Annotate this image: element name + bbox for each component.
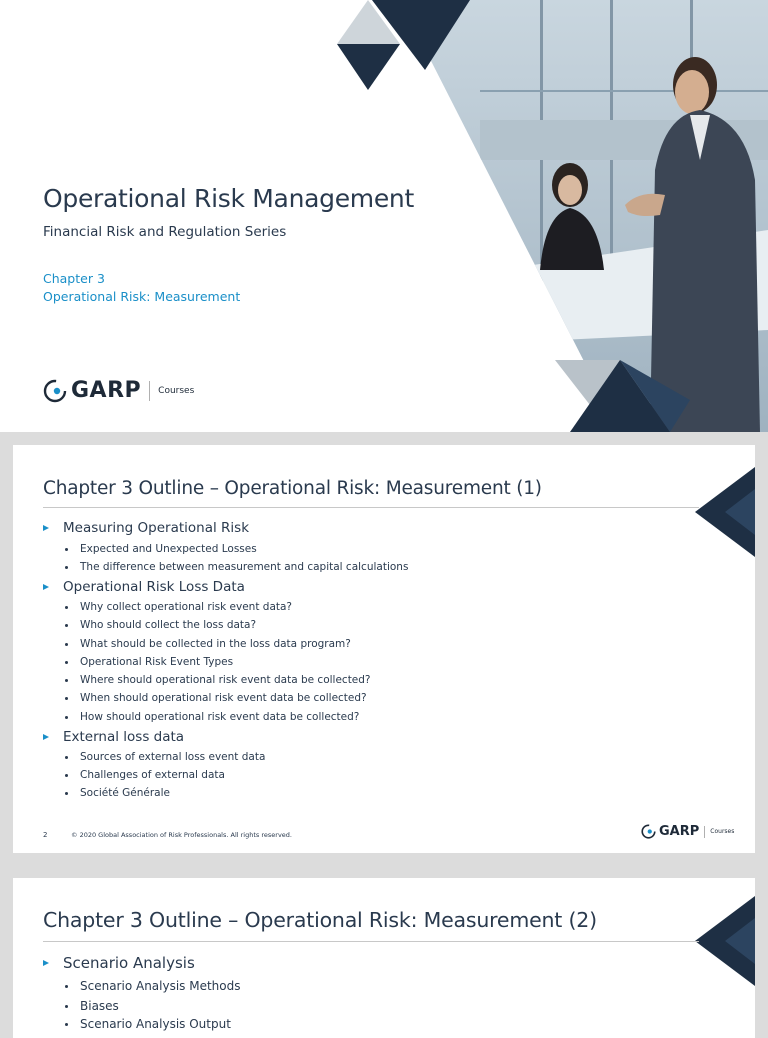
- page-number: 2: [43, 831, 48, 839]
- garp-logo: [43, 378, 194, 403]
- logo-divider: [149, 381, 150, 401]
- presentation-title: Operational Risk Management: [43, 184, 414, 213]
- section-heading: Scenario Analysis: [63, 954, 195, 972]
- item-text: Sources of external loss event data: [80, 751, 266, 763]
- outline-section: [43, 729, 184, 745]
- bullet-dot-icon: [65, 792, 68, 795]
- chapter-title: Operational Risk: Measurement: [43, 289, 241, 304]
- outline-item: [65, 787, 170, 799]
- section-heading: External loss data: [63, 729, 185, 745]
- outline-item: [65, 711, 359, 723]
- outline-item: [65, 692, 367, 704]
- bullet-dot-icon: [65, 624, 68, 627]
- bullet-dot-icon: [65, 697, 68, 700]
- slide-corner-triangles: [695, 896, 755, 986]
- outline-item: [65, 1017, 231, 1031]
- outline-item: [65, 638, 351, 650]
- item-text: Société Générale: [80, 787, 170, 799]
- arrow-bullet-icon: [43, 584, 49, 590]
- slide-title: Chapter 3 Outline – Operational Risk: Measurement (2): [43, 908, 597, 932]
- bullet-dot-icon: [65, 1023, 68, 1026]
- bullet-dot-icon: [65, 716, 68, 719]
- arrow-bullet-icon: [43, 960, 49, 966]
- item-text: Scenario Analysis Output: [80, 1017, 231, 1031]
- outline-item: [65, 601, 292, 613]
- title-divider: [43, 507, 699, 508]
- office-photo-collage: [0, 0, 768, 432]
- logo-divider: [704, 826, 705, 838]
- slide-title: Chapter 3 Outline – Operational Risk: Measurement (1): [43, 478, 542, 499]
- item-text: How should operational risk event data be collected?: [80, 711, 360, 723]
- bullet-dot-icon: [65, 985, 68, 988]
- section-heading: Operational Risk Loss Data: [63, 579, 245, 595]
- outline-item: [65, 619, 256, 631]
- outline-section: [43, 520, 249, 536]
- arrow-bullet-icon: [43, 525, 49, 531]
- bullet-dot-icon: [65, 643, 68, 646]
- outline-item: [65, 561, 408, 573]
- outline-item: [65, 751, 265, 763]
- item-text: What should be collected in the loss data program?: [80, 638, 351, 650]
- garp-logo-text: GARP: [659, 824, 700, 839]
- item-text: Where should operational risk event data be collected?: [80, 674, 371, 686]
- slide-corner-triangles: [695, 467, 755, 557]
- item-text: The difference between measurement and capital calculations: [80, 561, 409, 573]
- copyright-notice: © 2020 Global Association of Risk Professionals. All rights reserved.: [71, 831, 292, 839]
- garp-logo-text: GARP: [71, 378, 142, 403]
- item-text: Operational Risk Event Types: [80, 656, 234, 668]
- garp-logo-icon: [43, 379, 67, 403]
- arrow-bullet-icon: [43, 734, 49, 740]
- bullet-dot-icon: [65, 1005, 68, 1008]
- outline-section: [43, 954, 195, 972]
- outline-item: [65, 543, 257, 555]
- section-heading: Measuring Operational Risk: [63, 520, 250, 536]
- bullet-dot-icon: [65, 548, 68, 551]
- garp-logo-icon: [641, 824, 656, 839]
- logo-courses-label: Courses: [158, 385, 195, 396]
- series-subtitle: Financial Risk and Regulation Series: [43, 224, 287, 240]
- bullet-dot-icon: [65, 756, 68, 759]
- item-text: Why collect operational risk event data?: [80, 601, 292, 613]
- item-text: Expected and Unexpected Losses: [80, 543, 257, 555]
- bullet-dot-icon: [65, 566, 68, 569]
- bullet-dot-icon: [65, 661, 68, 664]
- outline-item: [65, 999, 119, 1013]
- bullet-dot-icon: [65, 679, 68, 682]
- chapter-number: Chapter 3: [43, 271, 105, 286]
- title-slide: [0, 0, 768, 432]
- bullet-dot-icon: [65, 606, 68, 609]
- item-text: Scenario Analysis Methods: [80, 979, 241, 993]
- logo-courses-label: Courses: [710, 828, 735, 835]
- bullet-dot-icon: [65, 774, 68, 777]
- item-text: When should operational risk event data be collected?: [80, 692, 367, 704]
- outline-section: [43, 579, 245, 595]
- item-text: Biases: [80, 999, 119, 1013]
- item-text: Challenges of external data: [80, 769, 225, 781]
- outline-item: [65, 979, 241, 993]
- outline-item: [65, 656, 233, 668]
- title-divider: [43, 941, 699, 942]
- outline-item: [65, 769, 225, 781]
- garp-logo-small: [641, 824, 734, 839]
- item-text: Who should collect the loss data?: [80, 619, 257, 631]
- outline-item: [65, 674, 371, 686]
